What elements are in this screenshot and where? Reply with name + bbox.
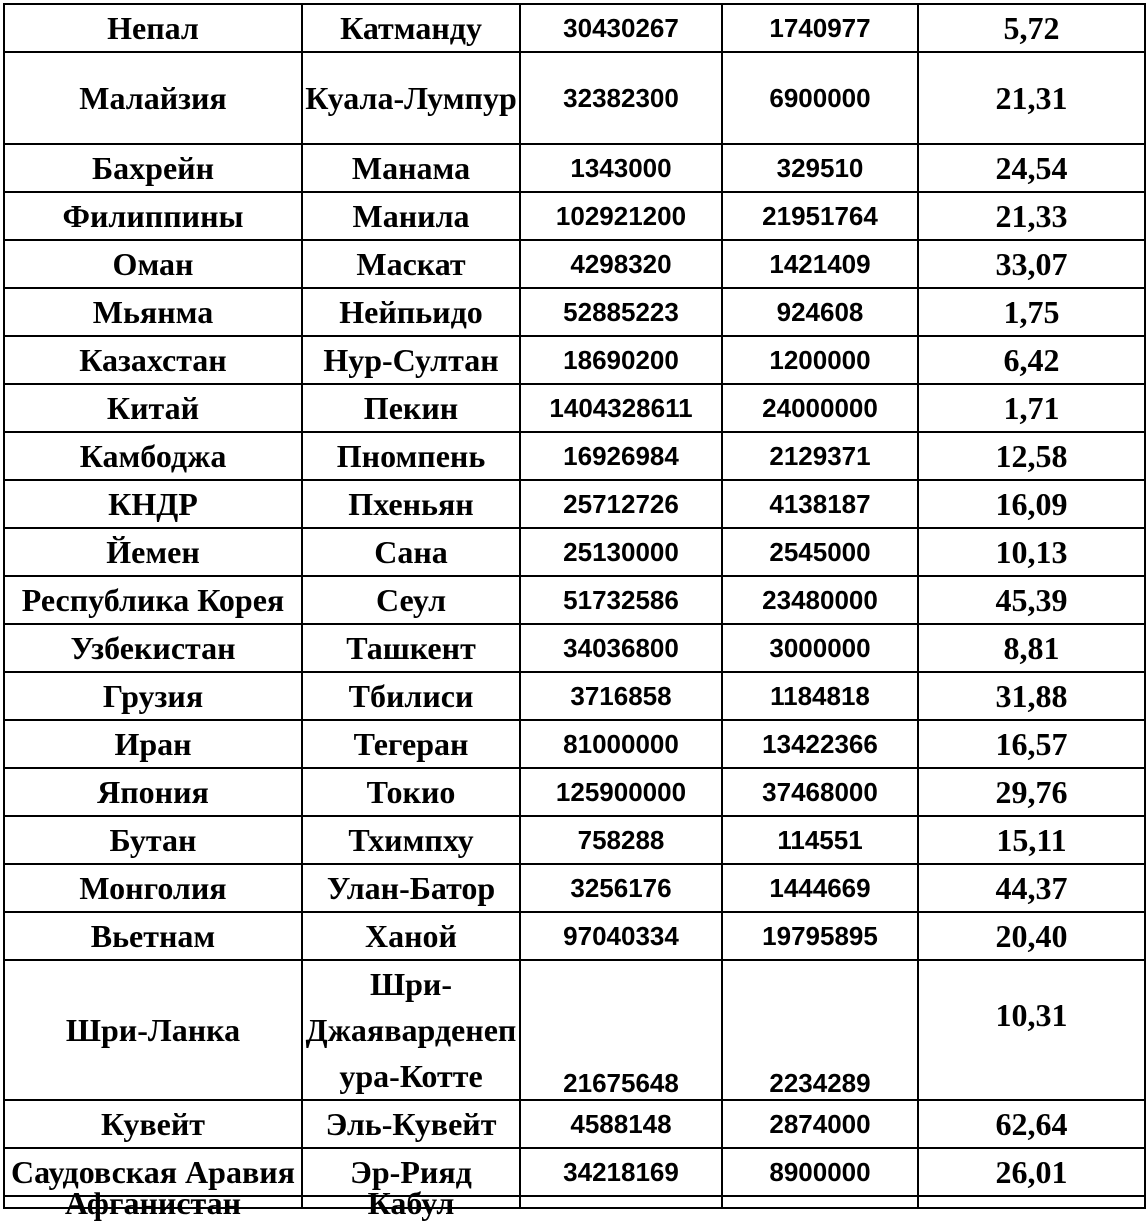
country-cell: Грузия: [4, 672, 302, 720]
share-cell: 6,42: [918, 336, 1145, 384]
capital-cell: Нейпьидо: [302, 288, 520, 336]
share-cell: 44,37: [918, 864, 1145, 912]
cut-capital-text: Кабул: [367, 1185, 455, 1221]
share-cell: 45,39: [918, 576, 1145, 624]
capital-cell: Тбилиси: [302, 672, 520, 720]
table-row-cut: [4, 1196, 1145, 1208]
table-row: [4, 1100, 1145, 1148]
share-cell: 16,57: [918, 720, 1145, 768]
country-cell: Иран: [4, 720, 302, 768]
capital-cell: Тегеран: [302, 720, 520, 768]
capital-population-cell: 1444669: [722, 864, 918, 912]
country-table: [3, 3, 1146, 1221]
country-cell: Бахрейн: [4, 144, 302, 192]
share-cell: 31,88: [918, 672, 1145, 720]
country-cell: Малайзия: [4, 52, 302, 144]
population-cell: 25130000: [520, 528, 722, 576]
table-row: [4, 624, 1145, 672]
share-cell: 1,75: [918, 288, 1145, 336]
population-cell: 1404328611: [520, 384, 722, 432]
capital-line: ура-Котте: [339, 1058, 483, 1094]
table-body: [4, 4, 1145, 1221]
share-cell: 24,54: [918, 144, 1145, 192]
capital-line: Шри-: [369, 966, 453, 1002]
capital-population-cell: 1200000: [722, 336, 918, 384]
table-row: [4, 288, 1145, 336]
table-row: [4, 240, 1145, 288]
capital-cell: [302, 1185, 520, 1221]
capital-population-cell: 21951764: [722, 192, 918, 240]
population-cell: 30430267: [520, 4, 722, 52]
population-cell: 21675648: [520, 960, 722, 1100]
country-cell: Филиппины: [4, 192, 302, 240]
table-row: [4, 960, 1145, 1100]
country-cell: Монголия: [4, 864, 302, 912]
population-cell: 34036800: [520, 624, 722, 672]
share-cell: 62,64: [918, 1100, 1145, 1148]
capital-cell: Маскат: [302, 240, 520, 288]
table-row: [4, 52, 1145, 144]
share-cell: 5,72: [918, 4, 1145, 52]
table-row: [4, 528, 1145, 576]
capital-population-cell: 2874000: [722, 1100, 918, 1148]
table-row: [4, 192, 1145, 240]
capital-cell: [302, 960, 520, 1100]
share-cell: 12,58: [918, 432, 1145, 480]
table-row: [4, 912, 1145, 960]
population-cell: 25712726: [520, 480, 722, 528]
table-row: [4, 864, 1145, 912]
country-cell: Мьянма: [4, 288, 302, 336]
table-row: [4, 432, 1145, 480]
population-cell: 758288: [520, 816, 722, 864]
share-cell: 15,11: [918, 816, 1145, 864]
country-cell: Япония: [4, 768, 302, 816]
capital-cell: Токио: [302, 768, 520, 816]
country-cell: Шри-Ланка: [4, 960, 302, 1100]
country-cell: Непал: [4, 4, 302, 52]
population-cell: 81000000: [520, 720, 722, 768]
country-cell: Вьетнам: [4, 912, 302, 960]
capital-cell: Куала-Лумпур: [302, 52, 520, 144]
capital-cell: Эль-Кувейт: [302, 1100, 520, 1148]
capital-population-cell: 37468000: [722, 768, 918, 816]
capital-population-cell: 114551: [722, 816, 918, 864]
share-cell: 20,40: [918, 912, 1145, 960]
capital-cell: Улан-Батор: [302, 864, 520, 912]
country-cell: Узбекистан: [4, 624, 302, 672]
table-row: [4, 480, 1145, 528]
capital-cell: Ташкент: [302, 624, 520, 672]
country-cell: Китай: [4, 384, 302, 432]
population-cell: 52885223: [520, 288, 722, 336]
population-cell: [520, 1196, 722, 1208]
share-cell: 10,31: [918, 960, 1145, 1100]
capital-cell: Пекин: [302, 384, 520, 432]
share-cell: 21,31: [918, 52, 1145, 144]
capital-cell: Сана: [302, 528, 520, 576]
capital-population-cell: 2234289: [722, 960, 918, 1100]
population-cell: 102921200: [520, 192, 722, 240]
table-row: [4, 144, 1145, 192]
capital-population-cell: 924608: [722, 288, 918, 336]
table-row: [4, 576, 1145, 624]
capital-cell: Манама: [302, 144, 520, 192]
population-cell: 51732586: [520, 576, 722, 624]
country-cell: КНДР: [4, 480, 302, 528]
capital-cell: Эр-Рияд: [302, 1148, 520, 1196]
table-row: [4, 384, 1145, 432]
capital-cell: Катманду: [302, 4, 520, 52]
population-cell: 1343000: [520, 144, 722, 192]
capital-cell: Тхимпху: [302, 816, 520, 864]
capital-cell: Сеул: [302, 576, 520, 624]
capital-population-cell: 23480000: [722, 576, 918, 624]
country-cell: Камбоджа: [4, 432, 302, 480]
table-row: [4, 816, 1145, 864]
population-cell: 32382300: [520, 52, 722, 144]
population-cell: 34218169: [520, 1148, 722, 1196]
capital-population-cell: 13422366: [722, 720, 918, 768]
capital-cell: Манила: [302, 192, 520, 240]
capital-population-cell: 1421409: [722, 240, 918, 288]
country-cell: Республика Корея: [4, 576, 302, 624]
capital-population-cell: 4138187: [722, 480, 918, 528]
capital-population-cell: 1184818: [722, 672, 918, 720]
capital-population-cell: [722, 1196, 918, 1208]
capital-population-cell: 8900000: [722, 1148, 918, 1196]
share-cell: 10,13: [918, 528, 1145, 576]
capital-cell: Ханой: [302, 912, 520, 960]
share-cell: 1,71: [918, 384, 1145, 432]
country-cell: Кувейт: [4, 1100, 302, 1148]
country-cell: Оман: [4, 240, 302, 288]
country-cell: Казахстан: [4, 336, 302, 384]
share-cell: 26,01: [918, 1148, 1145, 1196]
population-cell: 97040334: [520, 912, 722, 960]
share-cell: 16,09: [918, 480, 1145, 528]
population-cell: 3256176: [520, 864, 722, 912]
capital-population-cell: 3000000: [722, 624, 918, 672]
capital-cell: Пномпень: [302, 432, 520, 480]
table-row: [4, 336, 1145, 384]
capital-cell: Пхеньян: [302, 480, 520, 528]
table-row: [4, 672, 1145, 720]
capital-cell: Нур-Султан: [302, 336, 520, 384]
cut-country-text: Афганистан: [64, 1185, 242, 1221]
country-cell: Йемен: [4, 528, 302, 576]
capital-population-cell: 1740977: [722, 4, 918, 52]
share-cell: 33,07: [918, 240, 1145, 288]
population-cell: 18690200: [520, 336, 722, 384]
population-cell: 3716858: [520, 672, 722, 720]
share-cell: [918, 1196, 1145, 1208]
population-cell: 4588148: [520, 1100, 722, 1148]
table-row: [4, 4, 1145, 52]
share-cell: 8,81: [918, 624, 1145, 672]
share-cell: 29,76: [918, 768, 1145, 816]
population-cell: 4298320: [520, 240, 722, 288]
table-row: [4, 720, 1145, 768]
capital-population-cell: 2129371: [722, 432, 918, 480]
capital-line: Джаяварденеп: [305, 1012, 517, 1048]
table-row: [4, 768, 1145, 816]
capital-population-cell: 329510: [722, 144, 918, 192]
capital-population-cell: 24000000: [722, 384, 918, 432]
country-cell: [4, 1185, 302, 1221]
country-cell: Саудовская Аравия: [4, 1148, 302, 1196]
country-cell: Бутан: [4, 816, 302, 864]
population-cell: 16926984: [520, 432, 722, 480]
capital-population-cell: 6900000: [722, 52, 918, 144]
share-cell: 21,33: [918, 192, 1145, 240]
capital-population-cell: 2545000: [722, 528, 918, 576]
population-cell: 125900000: [520, 768, 722, 816]
capital-population-cell: 19795895: [722, 912, 918, 960]
